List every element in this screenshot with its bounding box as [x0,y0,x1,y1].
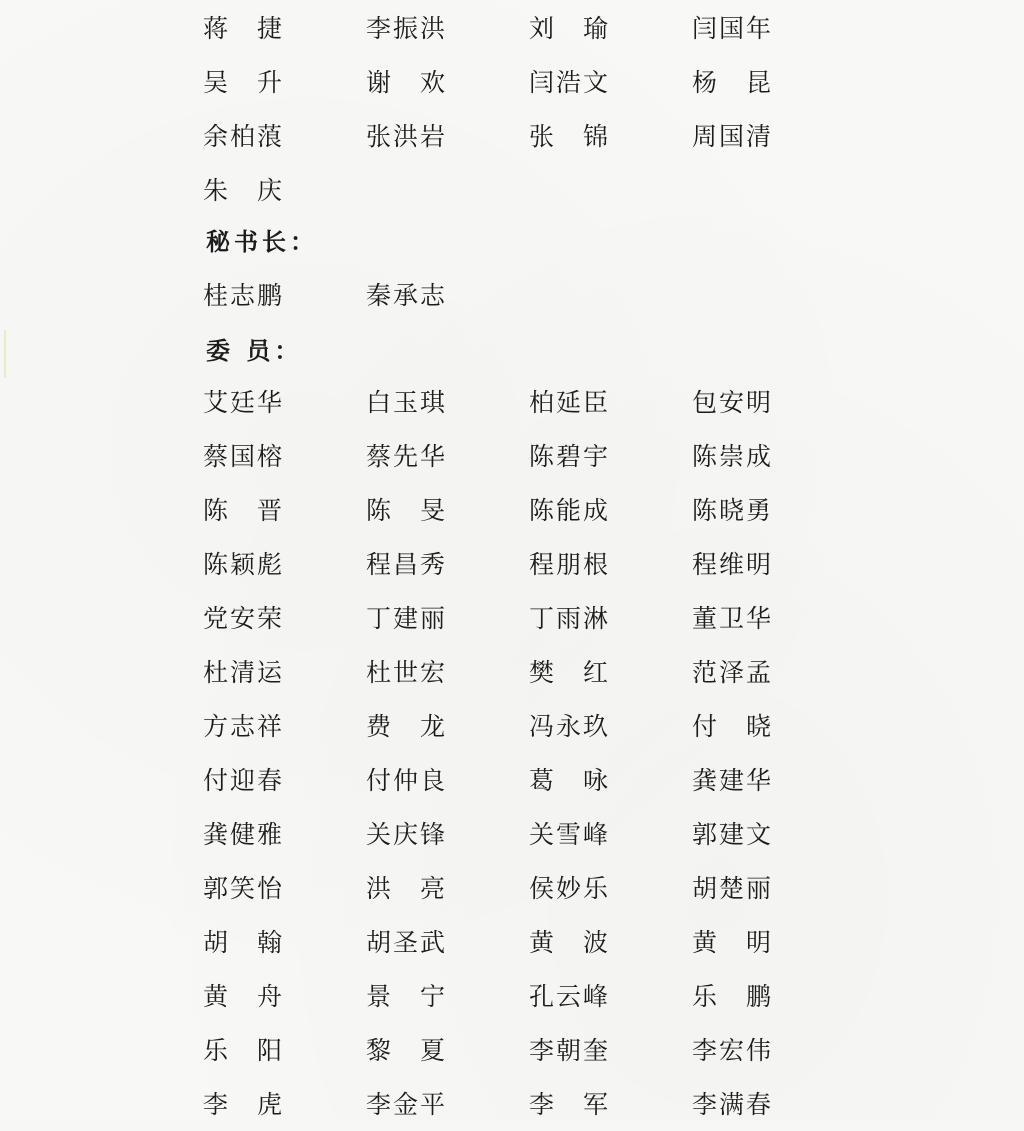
name-row [203,1077,863,1131]
name-row [203,483,863,537]
name-cell: 张洪岩 [366,121,448,151]
name-row [203,1,863,55]
name-cell: 胡楚丽 [692,873,774,903]
name-cell: 李满春 [692,1089,774,1119]
name-cell: 胡圣武 [366,927,448,957]
name-cell: 陈晓勇 [692,495,774,525]
name-cell: 樊 红 [529,657,611,687]
name-cell: 杜清运 [203,657,285,687]
name-cell: 陈碧宇 [529,441,611,471]
name-cell: 党安荣 [203,603,285,633]
name-cell: 张 锦 [529,121,611,151]
name-cell: 李金平 [366,1089,448,1119]
name-cell: 侯妙乐 [529,873,611,903]
name-cell: 秦承志 [366,280,448,310]
name-cell: 周国清 [692,121,774,151]
name-cell: 乐 鹏 [692,981,774,1011]
name-cell: 洪 亮 [366,873,448,903]
name-cell: 包安明 [692,387,774,417]
name-cell: 关庆锋 [366,819,448,849]
name-row [203,429,863,483]
name-cell: 陈能成 [529,495,611,525]
name-cell: 范泽孟 [692,657,774,687]
name-cell: 白玉琪 [366,387,448,417]
name-cell: 蒋 捷 [203,13,285,43]
name-cell: 陈 旻 [366,495,448,525]
name-cell: 黄 波 [529,927,611,957]
name-cell: 桂志鹏 [203,280,285,310]
name-row [203,591,863,645]
name-cell: 闫国年 [692,13,774,43]
name-cell: 蔡先华 [366,441,448,471]
name-cell: 闫浩文 [529,67,611,97]
name-list-secretary [203,268,863,322]
name-row [203,753,863,807]
name-row [203,537,863,591]
name-cell: 胡 翰 [203,927,285,957]
name-cell: 孔云峰 [529,981,611,1011]
name-row [203,1023,863,1077]
name-cell: 吴 升 [203,67,285,97]
name-row [203,375,863,429]
name-cell: 方志祥 [203,711,285,741]
name-cell: 朱 庆 [203,175,285,205]
name-cell: 刘 瑜 [529,13,611,43]
name-cell: 柏延臣 [529,387,611,417]
name-row [203,807,863,861]
name-cell: 乐 阳 [203,1035,285,1065]
name-cell: 龚健雅 [203,819,285,849]
name-cell: 李宏伟 [692,1035,774,1065]
name-cell: 黄 舟 [203,981,285,1011]
name-cell: 李 虎 [203,1089,285,1119]
name-cell: 陈崇成 [692,441,774,471]
name-cell: 李 军 [529,1089,611,1119]
margin-mark [4,330,6,378]
name-row [203,699,863,753]
name-cell: 程昌秀 [366,549,448,579]
name-cell: 程朋根 [529,549,611,579]
name-row [203,268,863,322]
name-row [203,109,863,163]
name-cell: 付 晓 [692,711,774,741]
name-cell: 余柏蒗 [203,121,285,151]
name-cell: 李朝奎 [529,1035,611,1065]
name-cell: 丁建丽 [366,603,448,633]
name-row [203,55,863,109]
name-row [203,915,863,969]
name-cell: 付仲良 [366,765,448,795]
secretary-heading: 秘书长： [206,227,318,256]
name-cell: 陈 晋 [203,495,285,525]
name-cell: 杜世宏 [366,657,448,687]
name-cell: 郭建文 [692,819,774,849]
name-cell: 陈颖彪 [203,549,285,579]
name-row [203,163,863,217]
name-cell: 费 龙 [366,711,448,741]
name-cell: 李振洪 [366,13,448,43]
name-row [203,969,863,1023]
name-cell: 龚建华 [692,765,774,795]
name-cell: 蔡国榕 [203,441,285,471]
name-cell: 冯永玖 [529,711,611,741]
name-list-members [203,375,863,1131]
name-cell: 郭笑怡 [203,873,285,903]
name-cell: 董卫华 [692,603,774,633]
name-cell: 杨 昆 [692,67,774,97]
name-cell: 丁雨淋 [529,603,611,633]
name-list-top [203,1,863,217]
name-cell: 黄 明 [692,927,774,957]
members-heading: 委 员： [206,336,303,365]
name-cell: 艾廷华 [203,387,285,417]
name-cell: 程维明 [692,549,774,579]
name-row [203,645,863,699]
name-cell: 关雪峰 [529,819,611,849]
name-cell: 付迎春 [203,765,285,795]
name-cell: 景 宁 [366,981,448,1011]
name-cell: 谢 欢 [366,67,448,97]
name-row [203,861,863,915]
name-cell: 黎 夏 [366,1035,448,1065]
name-cell: 葛 咏 [529,765,611,795]
